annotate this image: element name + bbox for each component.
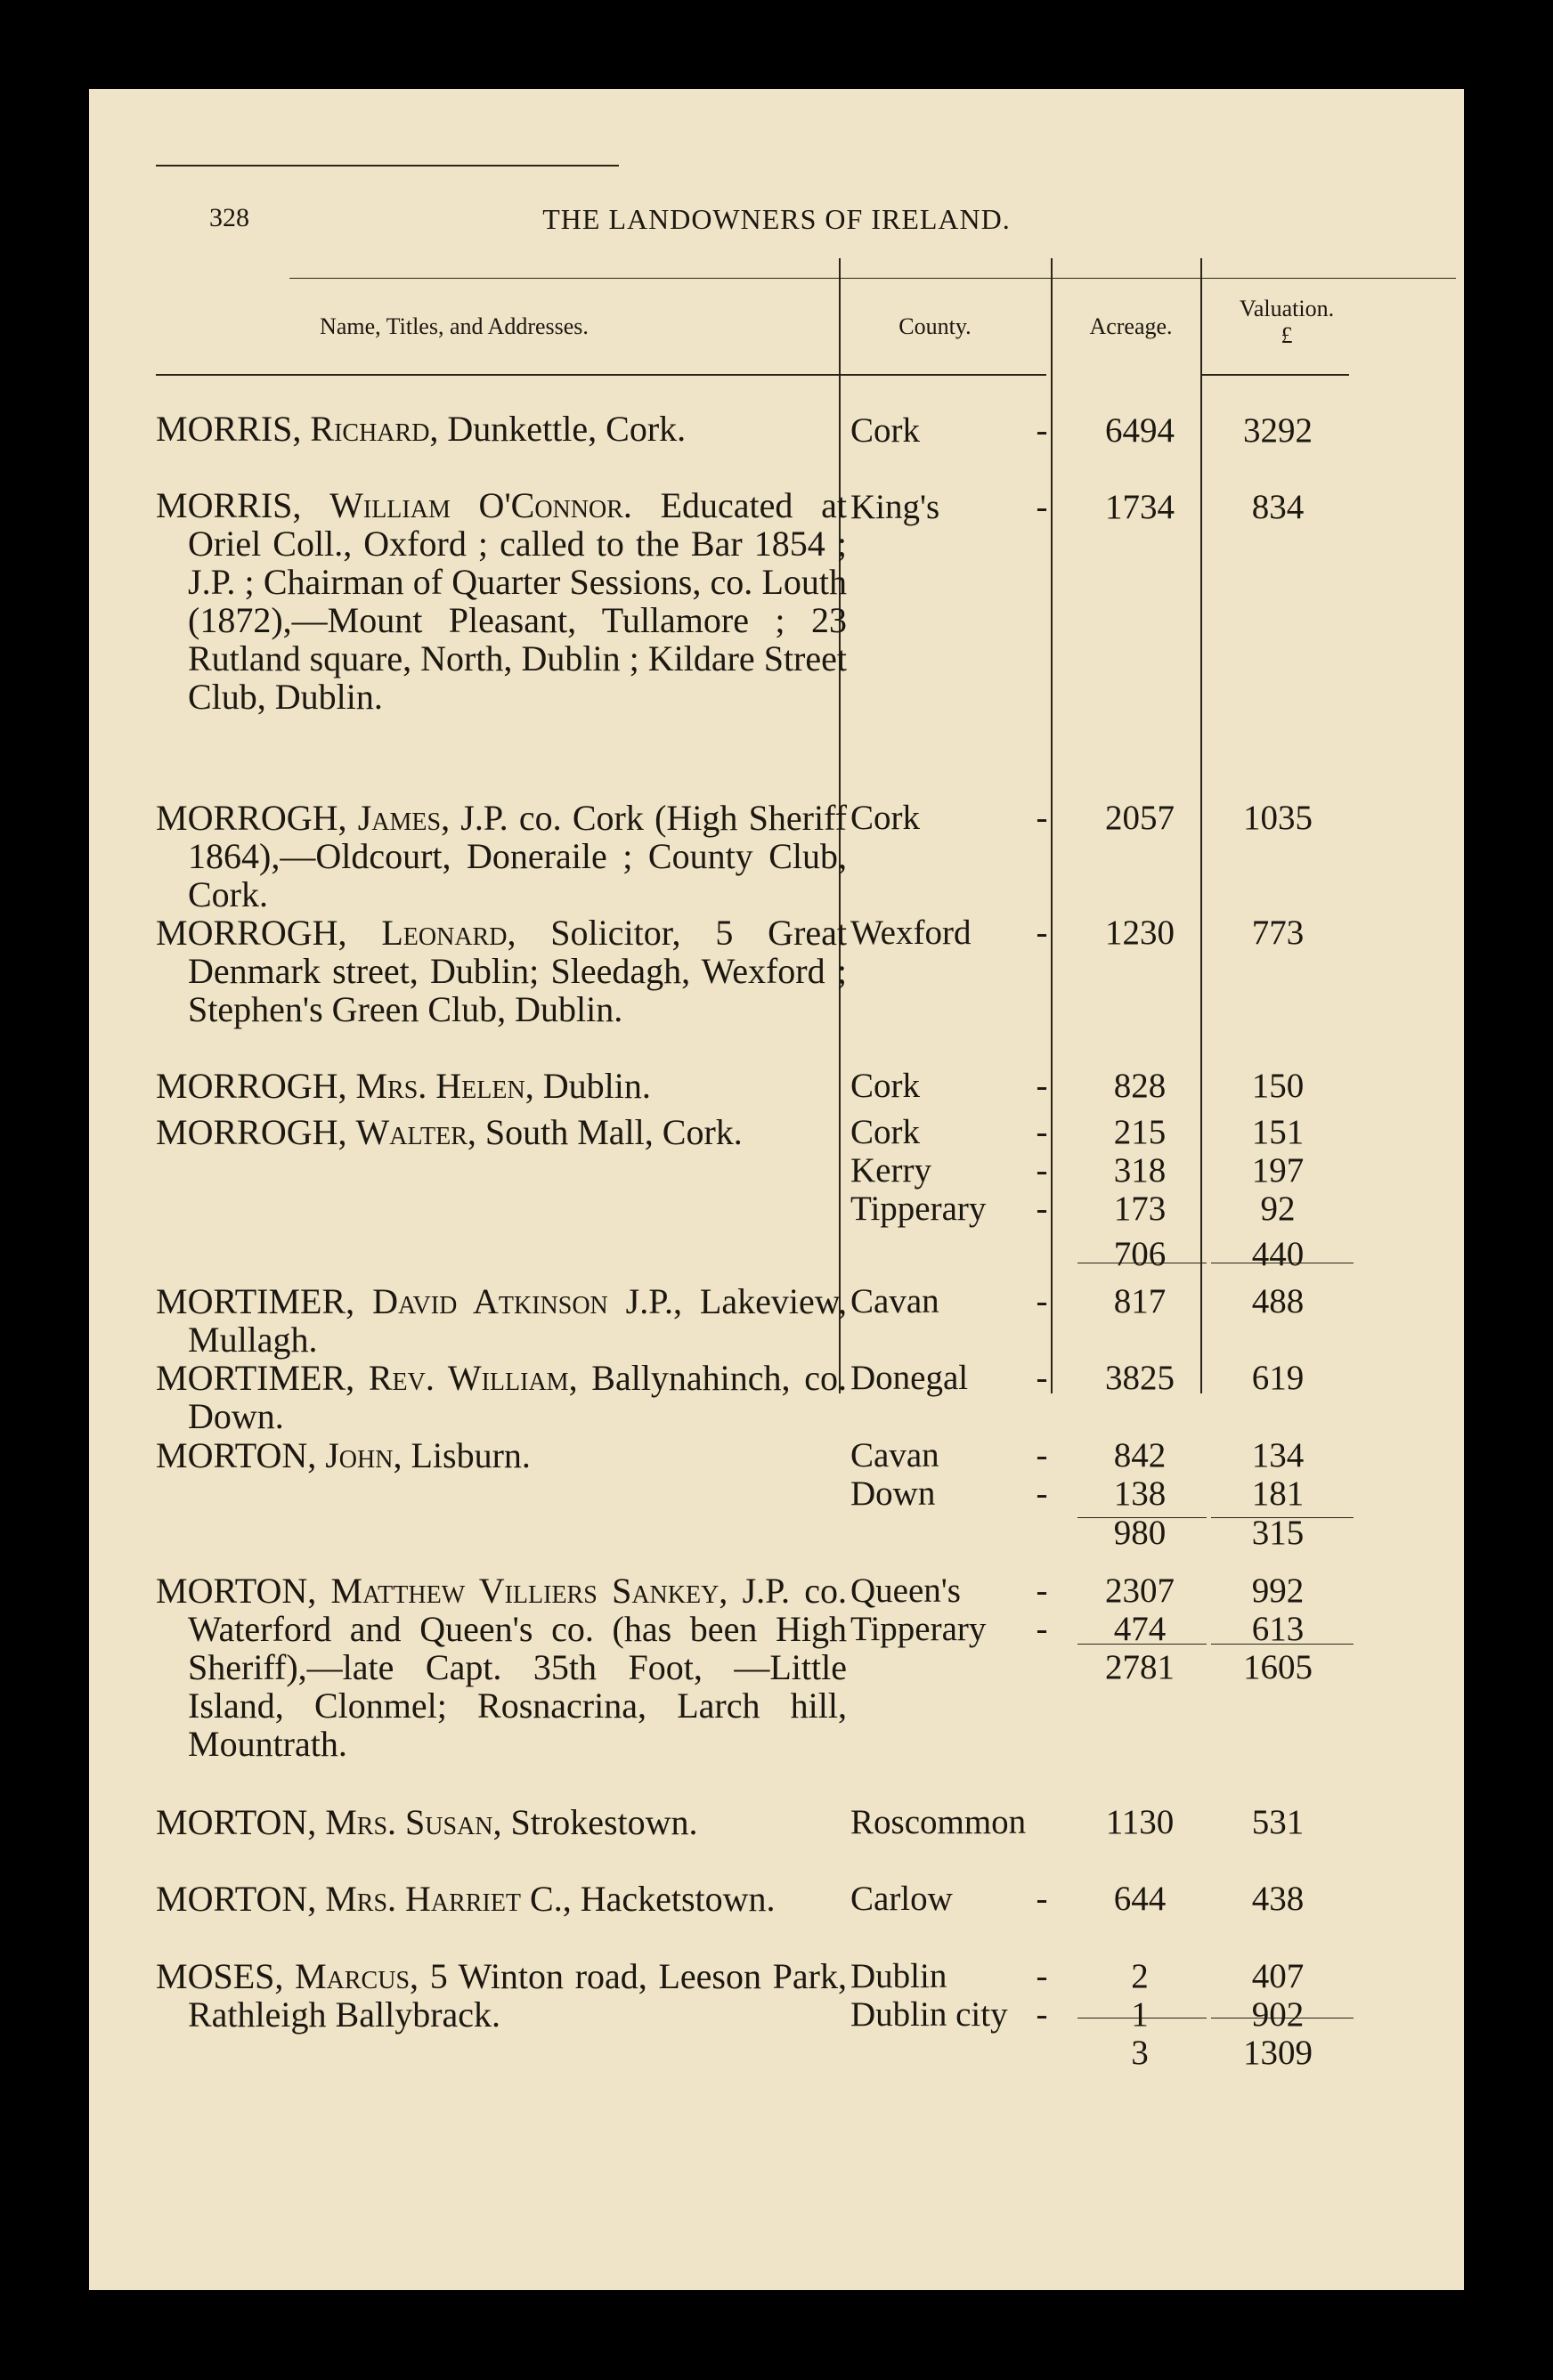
holding-dash: -	[1036, 488, 1048, 526]
holding-valuation: 619	[1251, 1359, 1305, 1397]
entry-forename: Matthew Villiers Sankey,	[330, 1571, 728, 1611]
col-rule-2	[1051, 258, 1053, 1393]
holding-county: Wexford	[850, 914, 972, 952]
entry-surname: MOSES,	[156, 1956, 284, 1996]
holding-acreage: 817	[1113, 1282, 1167, 1320]
entry-mortimer-william	[156, 1359, 847, 1435]
col-head-county: County.	[898, 313, 972, 339]
entry-forename: Walter,	[355, 1112, 476, 1152]
entry-morris-richard	[156, 410, 847, 448]
holding-acreage: 980	[1113, 1514, 1167, 1552]
entry-moses-marcus	[156, 1957, 847, 2034]
holding-acreage: 173	[1113, 1190, 1167, 1228]
holding-dash: -	[1036, 1572, 1048, 1610]
holding-acreage: 1734	[1105, 488, 1175, 526]
entry-morton-harriet	[156, 1880, 847, 1918]
holding-valuation: 3292	[1243, 411, 1313, 450]
entry-surname: MORTON,	[156, 1879, 317, 1919]
holding-dash: -	[1036, 1113, 1048, 1151]
entry-surname: MORRIS,	[156, 485, 302, 525]
holding-county: Carlow	[850, 1880, 953, 1918]
holding-dash	[1033, 1803, 1051, 1842]
holding-county	[850, 1235, 1037, 1274]
holding-dash: -	[1036, 914, 1048, 952]
holding-dash	[1033, 1514, 1051, 1553]
holding-dash: -	[1036, 1474, 1048, 1513]
holding-valuation: 531	[1251, 1803, 1305, 1841]
holding-acreage: 828	[1113, 1067, 1167, 1105]
holding-acreage: 3825	[1105, 1359, 1175, 1397]
holding-dash: -	[1036, 799, 1048, 837]
holding-valuation: 151	[1251, 1113, 1305, 1151]
holding-county	[850, 1648, 1037, 1687]
entry-morton-matthew	[156, 1572, 847, 1763]
entry-morrogh-walter	[156, 1113, 847, 1151]
header-rule	[289, 278, 1456, 279]
holding-acreage: 2307	[1105, 1572, 1175, 1610]
holding-valuation: 315	[1251, 1514, 1305, 1552]
entry-surname: MORTON,	[156, 1571, 317, 1611]
holding-dash	[1033, 2034, 1051, 2073]
entry-details: Dublin.	[533, 1066, 651, 1106]
entry-surname: MORTON,	[156, 1435, 317, 1475]
entry-morrogh-james	[156, 799, 847, 914]
entry-morton-susan	[156, 1803, 847, 1841]
holding-county: Cork	[850, 1067, 920, 1105]
holding-acreage: 474	[1113, 1610, 1167, 1648]
entry-details: Educated at Oriel Coll., Oxford ; called to the Bar 1854 ; J.P. ; Chairman of Quarter Sessions, co. Louth (1872),—Mount Pleasant, Tullamore ; 23 Rutland square, North, Dublin ; Kildare Street Club, Dublin.	[188, 485, 847, 717]
holding-county: Tipperary	[850, 1610, 987, 1648]
holding-county: Kerry	[850, 1151, 931, 1190]
holding-acreage: 138	[1113, 1474, 1167, 1513]
entry-surname: MORROGH,	[156, 1066, 347, 1106]
entry-details: J.P. co. Waterford and Queen's co. (has been High Sheriff),—late Capt. 35th Foot, —Little Island, Clonmel; Rosnacrina, Larch hill, Mountrath.	[188, 1571, 848, 1764]
holding-acreage: 644	[1113, 1880, 1167, 1918]
holding-dash	[1033, 1235, 1051, 1274]
entry-morrogh-leonard	[156, 914, 847, 1028]
holding-county: Cavan	[850, 1436, 939, 1474]
holding-valuation: 1309	[1243, 2034, 1313, 2072]
entry-details: Lisburn.	[402, 1435, 531, 1475]
entry-surname: MORROGH,	[156, 913, 347, 953]
holding-dash: -	[1036, 1995, 1048, 2034]
holding-county: Dublin	[850, 1957, 947, 1995]
col-head-acreage: Acreage.	[1089, 313, 1173, 339]
entry-morrogh-helen	[156, 1067, 847, 1105]
holding-acreage: 215	[1113, 1113, 1167, 1151]
holding-acreage: 1230	[1105, 914, 1175, 952]
col-head-valuation	[1202, 296, 1371, 349]
entry-morris-william	[156, 486, 847, 716]
subhead-rule-1	[156, 374, 516, 376]
holding-acreage: 2057	[1105, 799, 1175, 837]
running-title: THE LANDOWNERS OF IRELAND.	[542, 203, 1011, 235]
holding-valuation: 1605	[1243, 1648, 1313, 1686]
holding-acreage: 2	[1131, 1957, 1149, 1995]
entry-morton-john	[156, 1436, 847, 1474]
entry-forename: James,	[357, 798, 451, 838]
holding-dash	[1033, 1648, 1051, 1687]
holding-valuation: 488	[1251, 1282, 1305, 1320]
holding-county: Down	[850, 1474, 936, 1513]
entry-forename: William O'Connor.	[329, 485, 632, 525]
holding-county: Cavan	[850, 1282, 939, 1320]
entry-forename: Mrs. Susan,	[325, 1802, 502, 1842]
holding-valuation: 197	[1251, 1151, 1305, 1190]
holding-valuation: 834	[1251, 488, 1305, 526]
subhead-rule-3	[1202, 374, 1349, 376]
holding-dash: -	[1036, 411, 1048, 450]
col-head-name: Name, Titles, and Addresses.	[320, 313, 589, 339]
holding-acreage: 1130	[1105, 1803, 1175, 1841]
holding-dash: -	[1036, 1359, 1048, 1397]
holding-valuation: 992	[1251, 1572, 1305, 1610]
holding-acreage: 842	[1113, 1436, 1167, 1474]
holding-acreage: 318	[1113, 1151, 1167, 1190]
holding-acreage: 6494	[1105, 411, 1175, 450]
entry-surname: MORROGH,	[156, 798, 347, 838]
holding-valuation: 407	[1251, 1957, 1305, 1995]
entry-details: J.P., Lakeview, Mullagh.	[188, 1281, 848, 1360]
holding-acreage: 2781	[1105, 1648, 1175, 1686]
holding-valuation: 181	[1251, 1474, 1305, 1513]
holding-county	[850, 2034, 1037, 2073]
holding-dash: -	[1036, 1190, 1048, 1228]
holding-county: Queen's	[850, 1572, 961, 1610]
holding-valuation: 438	[1251, 1880, 1305, 1918]
holding-dash: -	[1036, 1957, 1048, 1995]
holding-county: Donegal	[850, 1359, 969, 1397]
entry-surname: MORRIS,	[156, 409, 302, 449]
holding-valuation: 150	[1251, 1067, 1305, 1105]
entry-details: 5 Winton road, Leeson Park, Rathleigh Ballybrack.	[188, 1956, 847, 2035]
holding-valuation: 440	[1251, 1235, 1305, 1273]
holding-county: Tipperary	[850, 1190, 987, 1228]
subhead-rule-2	[485, 374, 1046, 376]
entry-details: Dunkettle, Cork.	[438, 409, 687, 449]
entry-forename: Marcus,	[295, 1956, 419, 1996]
entry-surname: MORTIMER,	[156, 1281, 355, 1321]
entry-forename: Rev. William,	[368, 1358, 578, 1398]
entry-forename: Mrs. Harriet C.,	[325, 1879, 572, 1919]
holding-county	[850, 1514, 1037, 1553]
holding-dash: -	[1036, 1067, 1048, 1105]
valuation-unit: £	[1281, 322, 1293, 348]
holding-dash: -	[1036, 1436, 1048, 1474]
header-rule-left	[156, 165, 619, 167]
page-number: 328	[209, 203, 249, 232]
entry-forename: Richard,	[310, 409, 439, 449]
holding-dash: -	[1036, 1151, 1048, 1190]
holding-dash: -	[1036, 1880, 1048, 1918]
valuation-label: Valuation.	[1239, 296, 1335, 321]
entry-surname: MORROGH,	[156, 1112, 347, 1152]
entry-mortimer-david	[156, 1282, 847, 1359]
holding-valuation: 134	[1251, 1436, 1305, 1474]
entry-forename: David Atkinson	[372, 1281, 608, 1321]
holding-valuation: 773	[1251, 914, 1305, 952]
entry-details: Ballynahinch, co. Down.	[188, 1358, 847, 1436]
holding-county: Cork	[850, 411, 920, 450]
holding-valuation: 613	[1251, 1610, 1305, 1648]
entry-details: Hacketstown.	[571, 1879, 776, 1919]
entry-details: J.P. co. Cork (High Sheriff 1864),—Oldcourt, Doneraile ; County Club, Cork.	[188, 798, 848, 914]
holding-acreage: 706	[1113, 1235, 1167, 1273]
holding-dash: -	[1036, 1610, 1048, 1648]
holding-county: Roscommon	[850, 1803, 1027, 1841]
entry-details: Solicitor, 5 Great Denmark street, Dublin; Sleedagh, Wexford ; Stephen's Green Club, Dublin.	[188, 913, 848, 1029]
holding-acreage: 1	[1131, 1995, 1149, 2034]
entry-forename: John,	[325, 1435, 402, 1475]
entry-details: South Mall, Cork.	[476, 1112, 743, 1152]
holding-county: King's	[850, 488, 940, 526]
holding-valuation: 1035	[1243, 799, 1313, 837]
entry-surname: MORTON,	[156, 1802, 317, 1842]
entry-forename: Mrs. Helen,	[355, 1066, 534, 1106]
entry-forename: Leonard,	[381, 913, 516, 953]
holding-valuation: 902	[1251, 1995, 1305, 2034]
holding-county: Cork	[850, 799, 920, 837]
entry-details: Strokestown.	[501, 1802, 698, 1842]
holding-dash: -	[1036, 1282, 1048, 1320]
holding-acreage: 3	[1131, 2034, 1149, 2072]
entry-surname: MORTIMER,	[156, 1358, 355, 1398]
holding-county: Cork	[850, 1113, 920, 1151]
holding-valuation: 92	[1260, 1190, 1296, 1228]
holding-county: Dublin city	[850, 1995, 1008, 2034]
